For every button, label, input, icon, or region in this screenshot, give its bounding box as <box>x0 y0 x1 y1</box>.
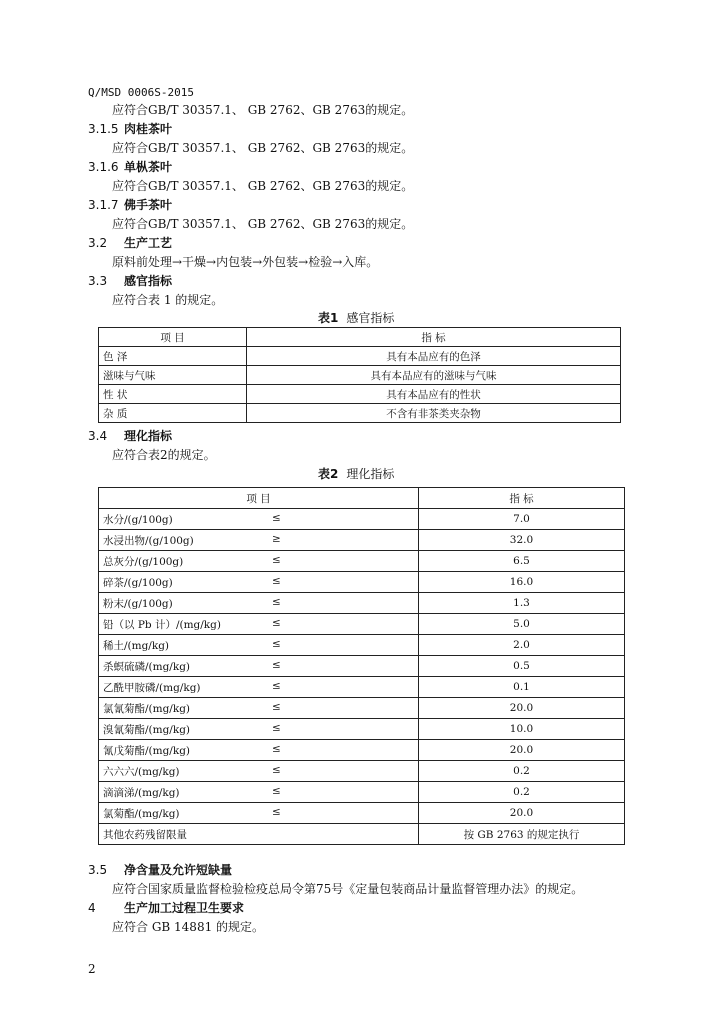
value-cell: 0.2 <box>419 761 625 782</box>
item-cell <box>99 740 419 761</box>
table1-caption <box>318 310 394 326</box>
comparison-symbol: ≤ <box>272 637 281 650</box>
section-4 <box>88 900 244 916</box>
section-number: 3.5 <box>88 863 108 877</box>
page-number: 2 <box>88 962 96 976</box>
item-cell <box>99 551 419 572</box>
value-cell: 7.0 <box>419 509 625 530</box>
value-cell: 20.0 <box>419 803 625 824</box>
caption-title: 理化指标 <box>346 467 395 481</box>
section-title: 单枞茶叶 <box>124 160 173 174</box>
comparison-symbol: ≤ <box>272 763 281 776</box>
item-label: 氯氰菊酯/(mg/kg) <box>103 702 191 715</box>
item-cell: 色 泽 <box>99 347 247 366</box>
comparison-symbol: ≤ <box>272 616 281 629</box>
item-cell <box>99 824 419 845</box>
comparison-symbol: ≤ <box>272 679 281 692</box>
item-cell <box>99 698 419 719</box>
table-row <box>99 803 625 824</box>
table-row <box>99 677 625 698</box>
section-3-3 <box>88 273 172 289</box>
standard-code: Q/MSD 0006S-2015 <box>88 86 194 99</box>
item-cell: 滋味与气味 <box>99 366 247 385</box>
section-number: 3.1.6 <box>88 160 119 174</box>
item-label: 氰戊菊酯/(mg/kg) <box>103 744 191 757</box>
item-cell <box>99 593 419 614</box>
section-title: 净含量及允许短缺量 <box>124 863 233 877</box>
section-number: 3.3 <box>88 274 108 288</box>
comparison-symbol: ≤ <box>272 700 281 713</box>
table-row <box>99 347 621 366</box>
item-cell <box>99 509 419 530</box>
item-label: 粉末/(g/100g) <box>103 597 173 610</box>
value-cell: 32.0 <box>419 530 625 551</box>
comparison-symbol: ≤ <box>272 595 281 608</box>
table-header-row <box>99 488 625 509</box>
item-cell <box>99 530 419 551</box>
value-cell: 2.0 <box>419 635 625 656</box>
section-3-2 <box>88 235 172 251</box>
caption-title: 感官指标 <box>346 311 395 325</box>
item-cell <box>99 656 419 677</box>
item-cell <box>99 803 419 824</box>
header-cell: 项 目 <box>99 328 247 347</box>
value-cell: 0.2 <box>419 782 625 803</box>
header-cell: 指 标 <box>419 488 625 509</box>
table-physicochemical <box>98 487 625 845</box>
item-cell <box>99 614 419 635</box>
table-row <box>99 656 625 677</box>
comparison-symbol: ≤ <box>272 721 281 734</box>
item-label: 其他农药残留限量 <box>103 828 187 841</box>
item-label: 铅（以 Pb 计）/(mg/kg) <box>103 618 221 631</box>
caption-number: 表1 <box>318 311 339 325</box>
table-sensory <box>98 327 621 423</box>
paragraph: 应符合表2的规定。 <box>112 448 216 462</box>
section-3-4 <box>88 428 172 444</box>
paragraph: 应符合国家质量监督检验检疫总局令第75号《定量包装商品计量监督管理办法》的规定。 <box>112 882 584 896</box>
value-cell: 6.5 <box>419 551 625 572</box>
table-row <box>99 614 625 635</box>
value-cell: 16.0 <box>419 572 625 593</box>
item-label: 水分/(g/100g) <box>103 513 173 526</box>
comparison-symbol: ≤ <box>272 742 281 755</box>
table2-caption <box>318 466 394 482</box>
section-number: 4 <box>88 901 96 915</box>
table-row <box>99 593 625 614</box>
section-number: 3.1.7 <box>88 198 119 212</box>
paragraph: 原料前处理→干燥→内包装→外包装→检验→入库。 <box>112 255 379 269</box>
item-label: 碎茶/(g/100g) <box>103 576 173 589</box>
table-header-row <box>99 328 621 347</box>
table-row <box>99 551 625 572</box>
value-cell: 按 GB 2763 的规定执行 <box>419 824 625 845</box>
header-cell: 项 目 <box>99 488 419 509</box>
table-row <box>99 572 625 593</box>
item-cell <box>99 677 419 698</box>
item-label: 乙酰甲胺磷/(mg/kg) <box>103 681 201 694</box>
section-3-1-5 <box>88 121 172 137</box>
item-label: 总灰分/(g/100g) <box>103 555 184 568</box>
item-cell <box>99 782 419 803</box>
value-cell: 具有本品应有的性状 <box>247 385 621 404</box>
header-cell: 指 标 <box>247 328 621 347</box>
comparison-symbol: ≤ <box>272 784 281 797</box>
value-cell: 20.0 <box>419 740 625 761</box>
section-title: 佛手茶叶 <box>124 198 173 212</box>
item-cell <box>99 635 419 656</box>
table-row <box>99 698 625 719</box>
paragraph: 应符合GB/T 30357.1、 GB 2762、GB 2763的规定。 <box>112 179 414 193</box>
table-row <box>99 635 625 656</box>
table-row <box>99 782 625 803</box>
section-title: 感官指标 <box>124 274 173 288</box>
item-cell <box>99 572 419 593</box>
paragraph: 应符合GB/T 30357.1、 GB 2762、GB 2763的规定。 <box>112 141 414 155</box>
item-cell: 杂 质 <box>99 404 247 423</box>
value-cell: 具有本品应有的滋味与气味 <box>247 366 621 385</box>
section-number: 3.1.5 <box>88 122 119 136</box>
caption-number: 表2 <box>318 467 339 481</box>
item-cell <box>99 761 419 782</box>
comparison-symbol: ≤ <box>272 574 281 587</box>
item-label: 稀土/(mg/kg) <box>103 639 170 652</box>
item-label: 六六六/(mg/kg) <box>103 765 180 778</box>
table-row <box>99 404 621 423</box>
item-label: 溴氰菊酯/(mg/kg) <box>103 723 191 736</box>
table-row <box>99 719 625 740</box>
table-row <box>99 740 625 761</box>
value-cell: 0.1 <box>419 677 625 698</box>
item-cell <box>99 719 419 740</box>
table-row <box>99 509 625 530</box>
table-row <box>99 385 621 404</box>
item-label: 滴滴涕/(mg/kg) <box>103 786 180 799</box>
section-number: 3.2 <box>88 236 108 250</box>
paragraph: 应符合GB/T 30357.1、 GB 2762、GB 2763的规定。 <box>112 217 414 231</box>
item-label: 水浸出物/(g/100g) <box>103 534 194 547</box>
item-label: 氯菊酯/(mg/kg) <box>103 807 180 820</box>
paragraph: 应符合GB/T 30357.1、 GB 2762、GB 2763的规定。 <box>112 103 414 117</box>
section-title: 生产工艺 <box>124 236 173 250</box>
value-cell: 5.0 <box>419 614 625 635</box>
value-cell: 1.3 <box>419 593 625 614</box>
value-cell: 20.0 <box>419 698 625 719</box>
table-row <box>99 366 621 385</box>
section-title: 理化指标 <box>124 429 173 443</box>
item-label: 杀螟硫磷/(mg/kg) <box>103 660 191 673</box>
table-row <box>99 761 625 782</box>
section-3-5 <box>88 862 232 878</box>
section-number: 3.4 <box>88 429 108 443</box>
section-3-1-6 <box>88 159 172 175</box>
comparison-symbol: ≤ <box>272 805 281 818</box>
section-title: 生产加工过程卫生要求 <box>124 901 245 915</box>
comparison-symbol: ≤ <box>272 511 281 524</box>
comparison-symbol: ≥ <box>272 532 281 545</box>
value-cell: 具有本品应有的色泽 <box>247 347 621 366</box>
paragraph: 应符合 GB 14881 的规定。 <box>112 920 265 934</box>
item-cell: 性 状 <box>99 385 247 404</box>
comparison-symbol: ≤ <box>272 658 281 671</box>
table-row <box>99 530 625 551</box>
section-title: 肉桂茶叶 <box>124 122 173 136</box>
section-3-1-7 <box>88 197 172 213</box>
paragraph: 应符合表 1 的规定。 <box>112 293 224 307</box>
value-cell: 10.0 <box>419 719 625 740</box>
value-cell: 0.5 <box>419 656 625 677</box>
comparison-symbol: ≤ <box>272 553 281 566</box>
value-cell: 不含有非茶类夹杂物 <box>247 404 621 423</box>
table-row <box>99 824 625 845</box>
